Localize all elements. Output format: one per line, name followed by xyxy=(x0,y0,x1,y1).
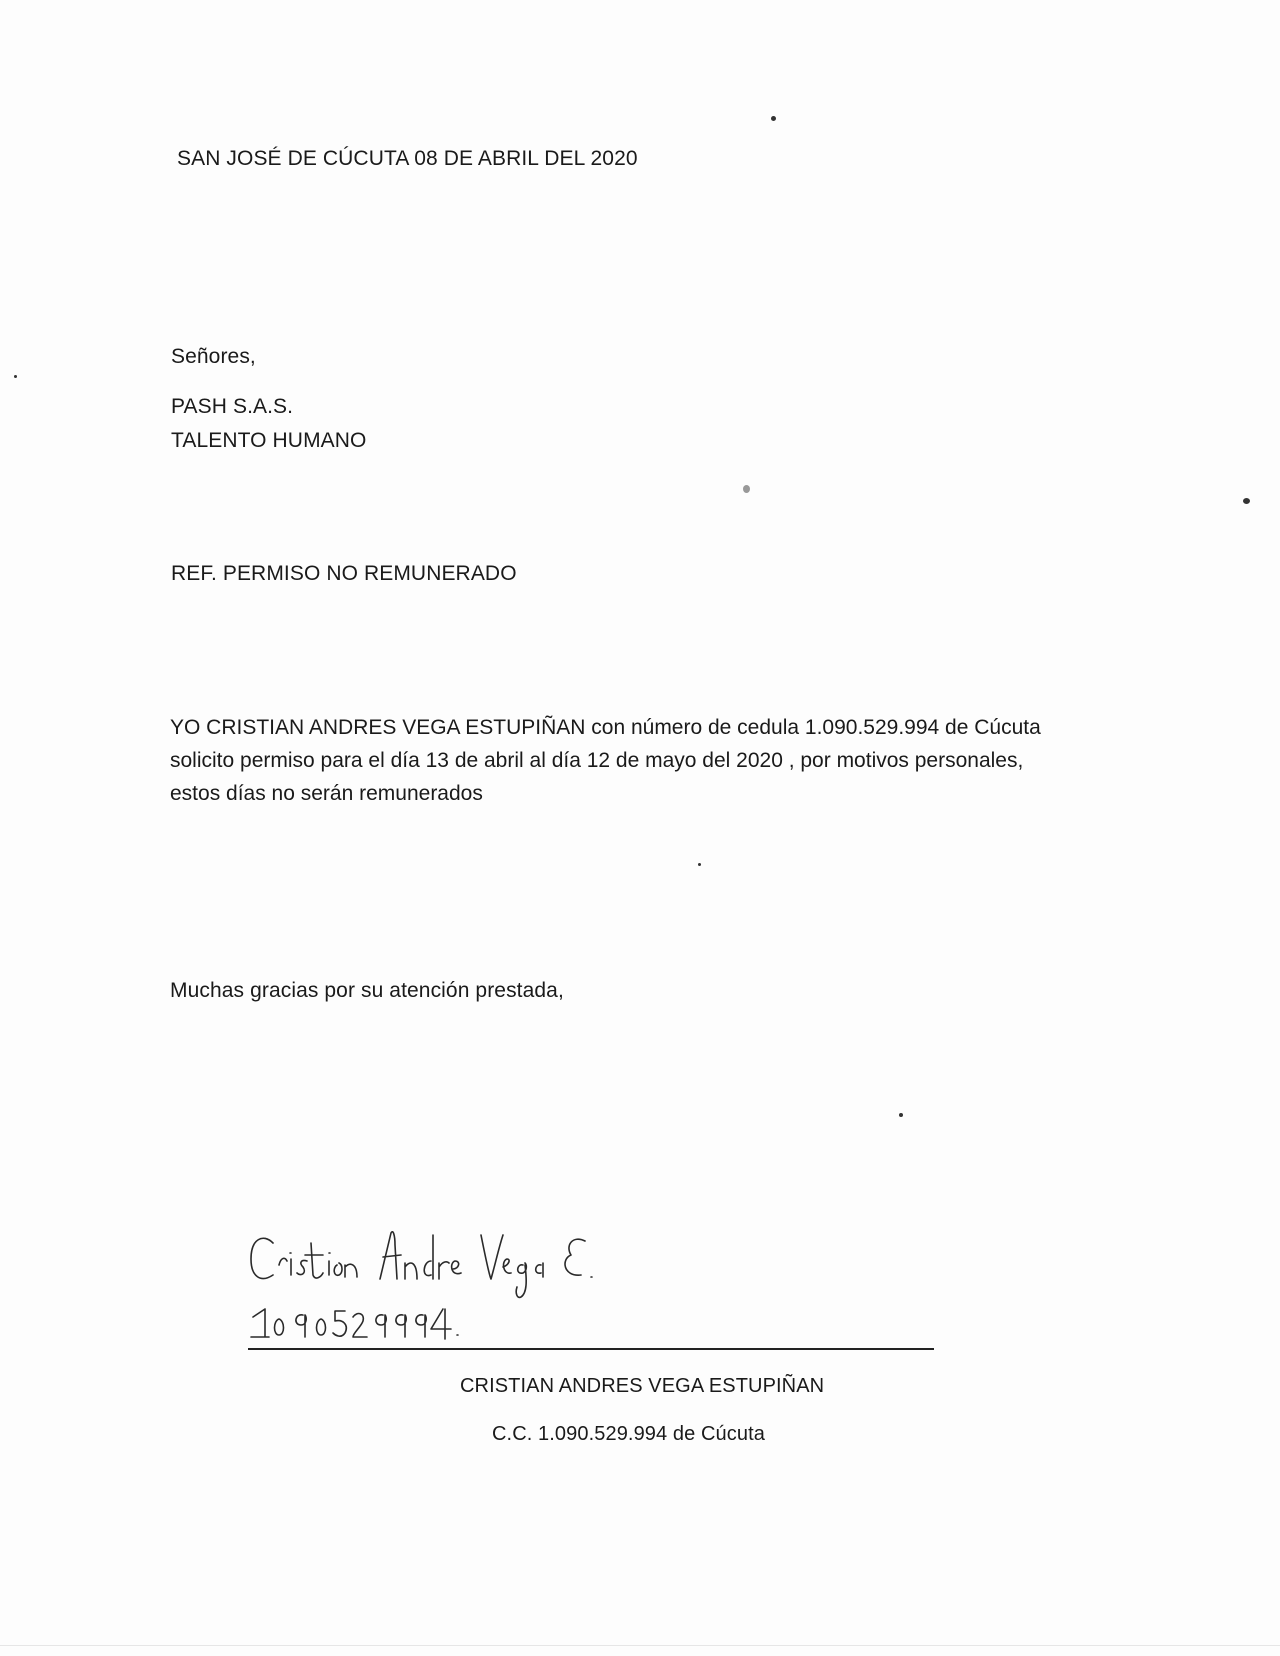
scan-edge-line xyxy=(0,1645,1280,1646)
reference-line: REF. PERMISO NO REMUNERADO xyxy=(171,562,517,585)
scan-speck xyxy=(899,1113,903,1117)
signer-name: CRISTIAN ANDRES VEGA ESTUPIÑAN xyxy=(460,1375,825,1397)
body-line: YO CRISTIAN ANDRES VEGA ESTUPIÑAN con número de cedula 1.090.529.994 de Cúcuta xyxy=(170,716,1041,739)
scan-speck xyxy=(1243,498,1250,504)
company-name: PASH S.A.S. xyxy=(171,395,294,418)
body-line: estos días no serán remunerados xyxy=(170,782,483,805)
body-line: solicito permiso para el día 13 de abril al día 12 de mayo del 2020 , por motivos personales, xyxy=(170,749,1024,772)
scan-speck xyxy=(771,116,776,121)
letter-body xyxy=(170,711,1100,810)
handwritten-signature xyxy=(245,1225,625,1345)
closing-line: Muchas gracias por su atención prestada, xyxy=(170,979,564,1002)
place-date: SAN JOSÉ DE CÚCUTA 08 DE ABRIL DEL 2020 xyxy=(177,147,638,170)
scan-speck xyxy=(14,375,17,378)
scan-speck xyxy=(698,863,701,866)
department: TALENTO HUMANO xyxy=(171,429,367,452)
signer-id: C.C. 1.090.529.994 de Cúcuta xyxy=(492,1423,765,1445)
salutation: Señores, xyxy=(171,345,256,368)
scan-speck xyxy=(743,485,750,493)
signature-line xyxy=(248,1348,934,1350)
